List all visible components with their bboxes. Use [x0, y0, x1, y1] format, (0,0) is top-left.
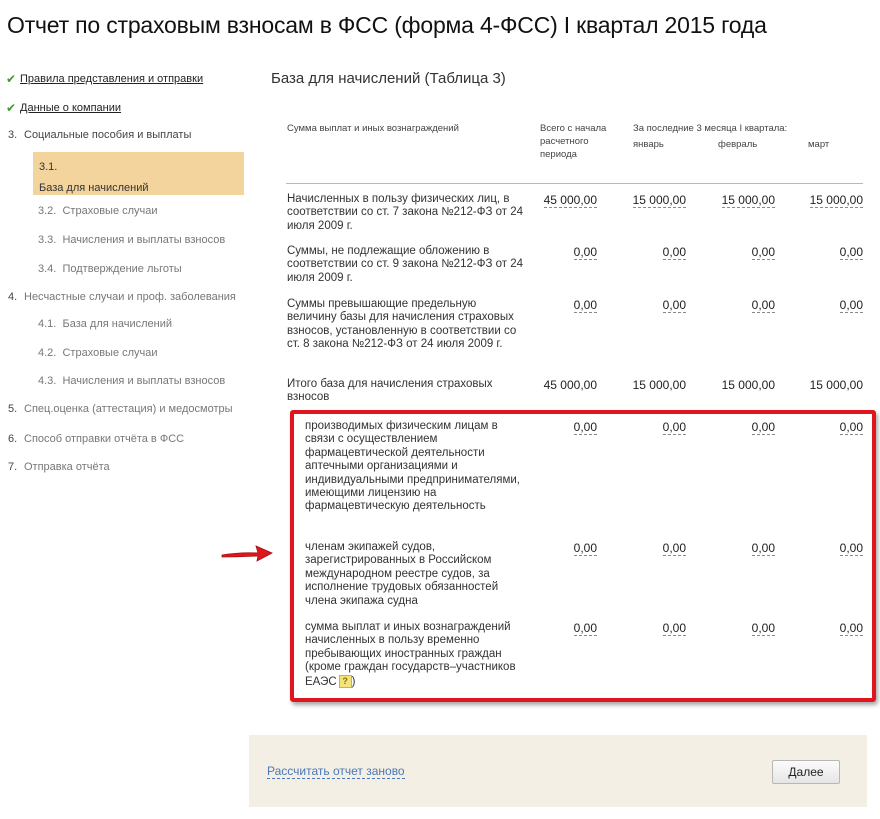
value-input-total[interactable]: 0,00 [573, 420, 597, 434]
row-label: Начисленных в пользу физических лиц, в соответствии со ст. 7 закона №212-ФЗ от 24 июля 2009 г. [287, 193, 523, 232]
value-input-mar[interactable]: 0,00 [839, 298, 863, 312]
sidebar-item-label: База для начислений [39, 182, 149, 194]
sidebar-item-label: Спец.оценка (аттестация) и медосмотры [24, 403, 233, 415]
recalculate-link[interactable]: Рассчитать отчет заново [267, 764, 405, 778]
sidebar-item-number: 5. [8, 403, 18, 415]
sidebar-item-accruals[interactable] [38, 234, 225, 246]
value-input-feb[interactable]: 0,00 [751, 541, 775, 555]
sidebar-item-label: 3.4. Подтверждение льготы [38, 263, 182, 275]
row-label-total: Итого база для начисления страховых взносов [287, 378, 493, 404]
sidebar-item-insurance-cases[interactable] [38, 205, 158, 217]
sidebar-item-label[interactable]: Данные о компании [20, 102, 122, 114]
column-header-last3: За последние 3 месяца I квартала: [633, 123, 788, 134]
help-icon[interactable]: ? [339, 675, 352, 688]
row-label: Суммы превышающие предельную величину базы для начисления страховых взносов, установленную в соответствии со ст. 8 закона №212-ФЗ от 24 июля 2009 г. [287, 298, 517, 351]
sidebar-item-number: 6. [8, 433, 18, 445]
value-input-total[interactable]: 0,00 [573, 245, 597, 259]
header-divider [286, 183, 863, 184]
value-input-total[interactable]: 0,00 [573, 621, 597, 635]
value-input-feb[interactable]: 0,00 [751, 420, 775, 434]
column-header-description: Сумма выплат и иных вознаграждений [287, 123, 459, 134]
checkmark-icon: ✔ [6, 101, 17, 115]
value-input-feb[interactable]: 0,00 [751, 621, 775, 635]
section-title: База для начислений (Таблица 3) [271, 70, 506, 87]
column-header-mar: март [808, 139, 830, 150]
sidebar-item-company[interactable] [0, 101, 121, 115]
sidebar-item-label: 4.2. Страховые случаи [38, 347, 158, 359]
sidebar-item-accidents[interactable] [0, 291, 236, 303]
sidebar-item-accidents-cases[interactable] [38, 347, 158, 359]
sidebar-item-accidents-base[interactable] [38, 318, 172, 330]
sidebar-item-number: 7. [8, 461, 18, 473]
value-input-mar[interactable]: 0,00 [839, 541, 863, 555]
red-arrow-icon [220, 542, 274, 564]
value-input-jan[interactable]: 0,00 [662, 298, 686, 312]
value-input-mar[interactable]: 0,00 [839, 420, 863, 434]
checkmark-icon: ✔ [6, 72, 17, 86]
highlight-box [290, 410, 876, 702]
sidebar-item-label: 3.2. Страховые случаи [38, 205, 158, 217]
sidebar-item-special-assessment[interactable] [0, 403, 233, 415]
sidebar-item-social[interactable] [0, 129, 191, 141]
sidebar-item-number: 3.1. [39, 161, 58, 173]
value-input-mar[interactable]: 0,00 [839, 245, 863, 259]
page-title: Отчет по страховым взносам в ФСС (форма 4-ФСС) I квартал 2015 года [7, 12, 767, 38]
sidebar-item-benefit-confirmation[interactable] [38, 263, 182, 275]
value-mar: 15 000,00 [809, 378, 863, 392]
sidebar-item-send-method[interactable] [0, 433, 184, 445]
sidebar-item-label: Способ отправки отчёта в ФСС [24, 433, 185, 445]
sidebar-item-number: 4. [8, 291, 18, 303]
value-input-jan[interactable]: 0,00 [662, 621, 686, 635]
sidebar-item-accidents-accruals[interactable] [38, 375, 225, 387]
value-total: 45 000,00 [543, 378, 597, 392]
sidebar-item-base-active[interactable] [33, 152, 244, 195]
row-label: сумма выплат и иных вознаграждений начисленных в пользу временно пребывающих иностранных граждан (кроме граждан государств–участников ЕАЭС ? ) [305, 621, 516, 688]
value-input-jan[interactable]: 0,00 [662, 245, 686, 259]
value-jan: 15 000,00 [632, 378, 686, 392]
value-input-total[interactable]: 0,00 [573, 298, 597, 312]
footer-panel [249, 735, 867, 807]
column-header-total: Всего с начала расчетного периода [540, 123, 607, 160]
sidebar-item-number: 3. [8, 129, 18, 141]
sidebar-item-label: 4.3. Начисления и выплаты взносов [38, 375, 226, 387]
row-label: членам экипажей судов, зарегистрированных в Российском международном реестре судов, за исполнение трудовых обязанностей члена экипажа судна [305, 541, 499, 607]
sidebar-item-label: 3.3. Начисления и выплаты взносов [38, 234, 226, 246]
sidebar-item-label: Социальные пособия и выплаты [24, 129, 192, 141]
value-input-jan[interactable]: 0,00 [662, 541, 686, 555]
value-input-jan[interactable]: 15 000,00 [632, 193, 686, 207]
sidebar-item-label: Отправка отчёта [24, 461, 110, 473]
row-label: производимых физическим лицам в связи с осуществлением фармацевтической деятельности аптечными организациями и индивидуальными предпринимателями, имеющими лицензию на фармацевтическую деятельность [305, 420, 520, 513]
value-input-jan[interactable]: 0,00 [662, 420, 686, 434]
row-label: Суммы, не подлежащие обложению в соответствии со ст. 9 закона №212-ФЗ от 24 июля 2009 г. [287, 245, 523, 284]
sidebar-item-label[interactable]: Правила представления и отправки [20, 73, 204, 85]
value-feb: 15 000,00 [721, 378, 775, 392]
value-input-feb[interactable]: 0,00 [751, 298, 775, 312]
value-input-feb[interactable]: 0,00 [751, 245, 775, 259]
next-button[interactable]: Далее [772, 760, 840, 784]
value-input-mar[interactable]: 15 000,00 [809, 193, 863, 207]
value-input-total[interactable]: 45 000,00 [543, 193, 597, 207]
column-header-jan: январь [633, 139, 664, 150]
value-input-mar[interactable]: 0,00 [839, 621, 863, 635]
sidebar-item-label: Несчастные случаи и проф. заболевания [24, 291, 236, 303]
value-input-total[interactable]: 0,00 [573, 541, 597, 555]
sidebar-item-rules[interactable] [0, 72, 203, 86]
sidebar-item-label: 4.1. База для начислений [38, 318, 172, 330]
value-input-feb[interactable]: 15 000,00 [721, 193, 775, 207]
sidebar-item-send-report[interactable] [0, 461, 110, 473]
column-header-feb: февраль [718, 139, 758, 150]
